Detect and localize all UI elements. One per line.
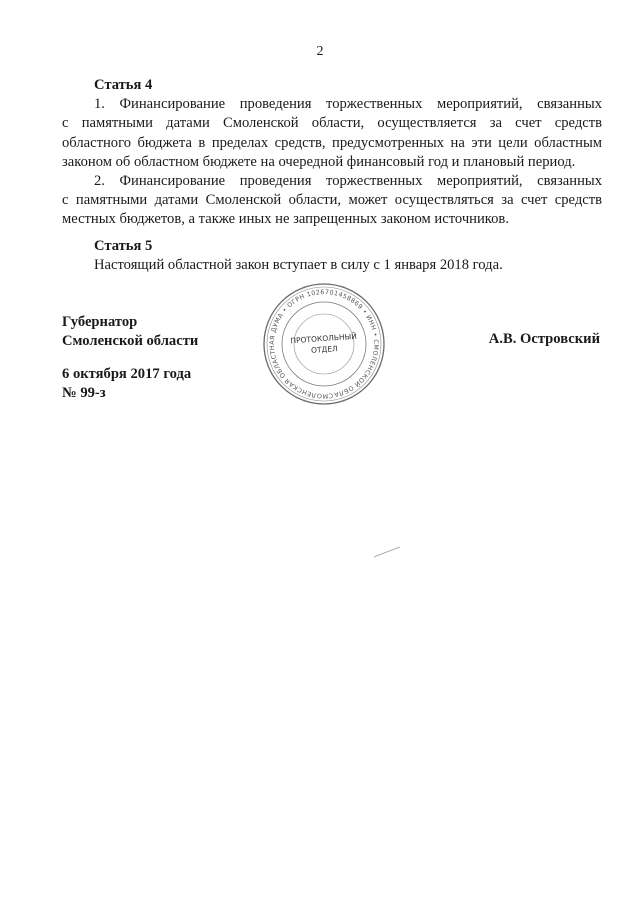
- law-number: № 99-з: [62, 385, 106, 401]
- paragraph-line: Настоящий областной закон вступает в силу с 1 января 2018 года.: [94, 257, 503, 274]
- article-4: [62, 76, 602, 230]
- article-5-paragraph: [62, 256, 602, 275]
- signatory-name: А.В. Островский: [488, 331, 600, 347]
- law-date-number: [62, 365, 191, 403]
- article-5: [62, 237, 602, 275]
- paragraph-line: местных бюджетов, а также иных не запрещенных законом источников.: [62, 211, 509, 228]
- svg-text:СМОЛЕНСКАЯ ОБЛАСТНАЯ ДУМА • ОГ: СМОЛЕНСКАЯ ОБЛАСТНАЯ ДУМА • ОГРН 1026701458869 • ИНН • СМОЛЕНСКОЙ ОБЛАСТИ: [268, 288, 380, 400]
- paragraph-line: областного бюджета в пределах средств, предусмотренных на эти цели областным: [62, 134, 602, 151]
- paragraph-line: с памятными датами Смоленской области, осуществляется за счет средств: [62, 115, 602, 132]
- scan-mark: [372, 545, 402, 559]
- seal-center-text: [258, 278, 390, 410]
- article-4-title: Статья 4: [94, 77, 153, 93]
- seal-line-2: ОТДЕЛ: [310, 344, 339, 355]
- paragraph-line: законом об областном бюджете на очередной финансовый год и плановый период.: [62, 153, 576, 170]
- law-date: 6 октября 2017 года: [62, 366, 192, 382]
- position-line-1: Губернатор: [62, 314, 138, 330]
- signatory-position: [62, 313, 198, 351]
- paragraph-line: с памятными датами Смоленской области, может осуществляться за счет средств: [62, 192, 602, 209]
- page-number: 2: [316, 44, 324, 59]
- official-seal: [262, 282, 386, 406]
- article-5-title: Статья 5: [94, 238, 153, 254]
- article-4-paragraph-1: [62, 95, 602, 172]
- paragraph-line: 1. Финансирование проведения торжественных мероприятий, связанных: [94, 96, 602, 113]
- seal-line-1: ПРОТОКОЛЬНЫЙ: [290, 331, 358, 346]
- position-line-2: Смоленской области: [62, 333, 199, 349]
- paragraph-line: 2. Финансирование проведения торжественных мероприятий, связанных: [94, 173, 602, 190]
- article-4-paragraph-2: [62, 172, 602, 230]
